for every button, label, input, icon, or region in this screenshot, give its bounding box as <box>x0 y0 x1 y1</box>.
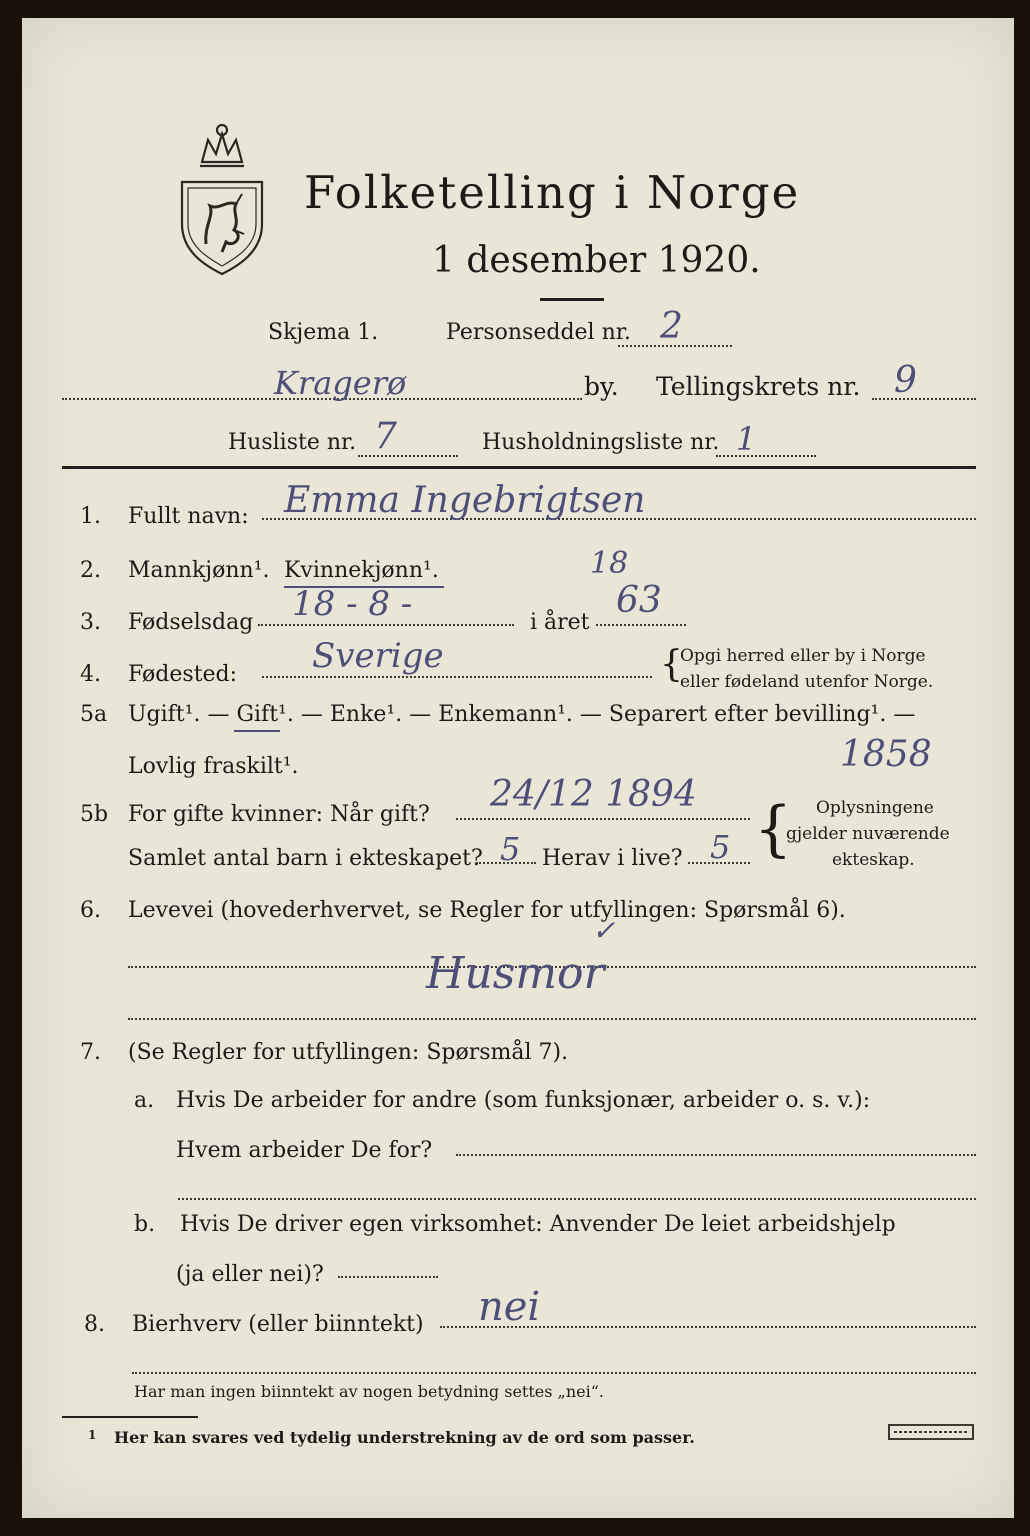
q6-tick-mark: ✓ <box>592 914 616 947</box>
city-suffix: by. <box>584 372 619 401</box>
footnote-text: Her kan svares ved tydelig understrekning av de ord som passer. <box>114 1428 695 1447</box>
schema-label: Skjema 1. <box>268 320 379 345</box>
q5b-note-line1: Oplysningene <box>816 798 934 818</box>
q5b-children-label: Samlet antal barn i ekteskapet? <box>128 846 483 871</box>
enumeration-district-label: Tellingskrets nr. <box>656 372 861 401</box>
q5a-options-line2: Lovlig fraskilt¹. <box>128 754 299 779</box>
q7b-letter: b. <box>134 1212 156 1237</box>
form-title: Folketelling i Norge <box>304 166 801 219</box>
enumeration-district-number: 9 <box>894 360 917 401</box>
census-form-sheet <box>22 18 1014 1518</box>
q5b-children-count: 5 <box>500 830 521 868</box>
census-date: 1 desember 1920. <box>432 240 761 281</box>
q5b-alive-label: Herav i live? <box>542 846 683 871</box>
q8-answer: nei <box>478 1284 541 1330</box>
house-list-number: 7 <box>374 416 397 457</box>
q7a-letter: a. <box>134 1088 155 1113</box>
q5b-note-brace: { <box>754 794 793 864</box>
q7b-yes-no-label: (ja eller nei)? <box>176 1262 324 1287</box>
q8-note: Har man ingen biinntekt av nogen betydning settes „nei“. <box>134 1382 604 1401</box>
person-slip-label: Personseddel nr. <box>446 320 631 345</box>
q4-note-brace: { <box>660 644 683 685</box>
q4-label: Fødested: <box>128 662 238 687</box>
q5a-options: Ugift¹. — Gift¹. — Enke¹. — Enkemann¹. — Separert efter bevilling¹. — <box>128 702 916 727</box>
household-list-number: 1 <box>736 420 757 458</box>
q7-number: 7. <box>80 1040 101 1065</box>
q5b-number: 5b <box>80 802 109 827</box>
q6-label: Levevei (hovederhvervet, se Regler for utfyllingen: Spørsmål 6). <box>128 898 846 923</box>
q3-number: 3. <box>80 610 101 635</box>
q4-answer: Sverige <box>312 636 444 676</box>
q4-note-line2: eller fødeland utenfor Norge. <box>680 672 934 692</box>
printer-stamp <box>888 1424 974 1440</box>
q2-label-female: Kvinnekjønn¹. <box>284 558 439 583</box>
q1-label: Fullt navn: <box>128 504 249 529</box>
q5b-when-married-label: For gifte kvinner: Når gift? <box>128 802 430 827</box>
header-divider <box>62 466 976 469</box>
person-slip-number: 2 <box>660 306 683 347</box>
q1-number: 1. <box>80 504 101 529</box>
q7a-label: Hvis De arbeider for andre (som funksjonær, arbeider o. s. v.): <box>176 1088 871 1113</box>
q3-birthday: 18 - 8 - <box>292 584 413 624</box>
q3-year-decade: 63 <box>616 580 662 621</box>
q5a-underline <box>234 730 280 732</box>
coat-of-arms-icon <box>174 120 270 278</box>
q2-number: 2. <box>80 558 101 583</box>
house-list-label: Husliste nr. <box>228 430 357 455</box>
q7-label: (Se Regler for utfyllingen: Spørsmål 7). <box>128 1040 569 1065</box>
q5a-margin-year: 1858 <box>840 734 932 775</box>
q5b-note-line2: gjelder nuværende <box>786 824 950 844</box>
q5b-marriage-date: 24/12 1894 <box>490 774 697 815</box>
q3-year-century: 18 <box>590 546 629 581</box>
q3-label: Fødselsdag <box>128 610 254 635</box>
q8-label: Bierhverv (eller biinntekt) <box>132 1312 424 1337</box>
q5a-number: 5a <box>80 702 108 727</box>
q1-answer: Emma Ingebrigtsen <box>284 480 646 521</box>
q4-note-line1: Opgi herred eller by i Norge <box>680 646 926 666</box>
footnote-marker: 1 <box>88 1428 97 1442</box>
household-list-label: Husholdningsliste nr. <box>482 430 720 455</box>
title-divider <box>540 298 604 301</box>
q5b-note-line3: ekteskap. <box>832 850 915 870</box>
city-value: Kragerø <box>274 364 407 402</box>
q3-year-label: i året <box>530 610 590 635</box>
q7b-label: Hvis De driver egen virksomhet: Anvender De leiet arbeidshjelp <box>180 1212 896 1237</box>
q8-number: 8. <box>84 1312 105 1337</box>
footnote-divider <box>62 1416 198 1418</box>
q4-number: 4. <box>80 662 101 687</box>
q6-answer: Husmor <box>426 948 605 999</box>
q5b-alive-count: 5 <box>710 828 731 866</box>
q7a-employer-label: Hvem arbeider De for? <box>176 1138 433 1163</box>
q2-label-male: Mannkjønn¹. <box>128 558 270 583</box>
q6-number: 6. <box>80 898 101 923</box>
